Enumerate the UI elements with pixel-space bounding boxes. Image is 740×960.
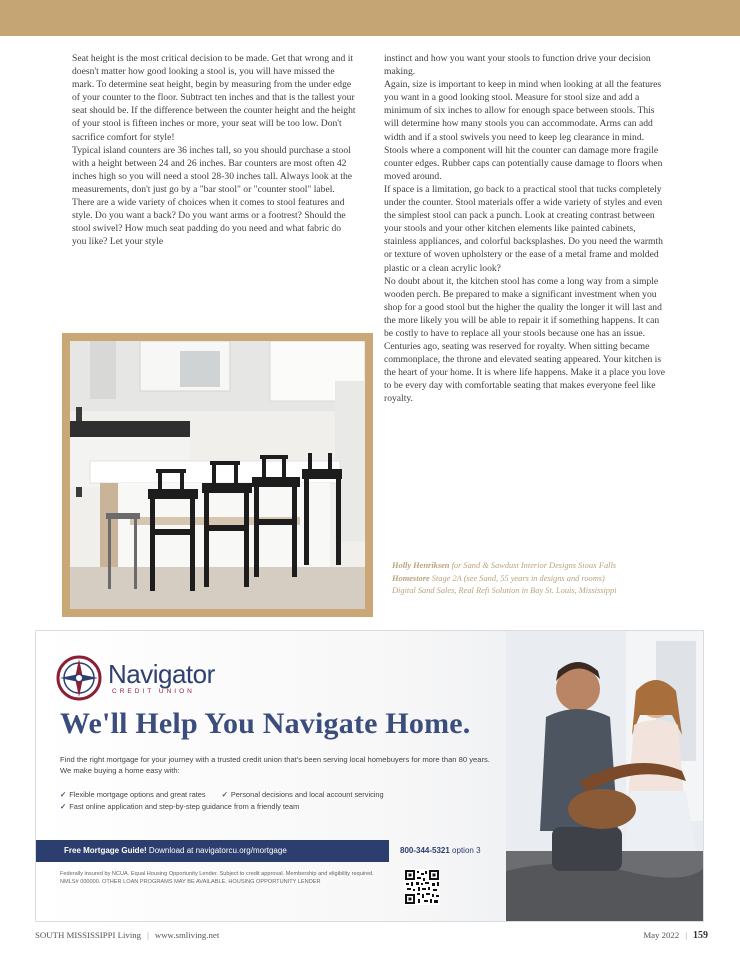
- paragraph: No doubt about it, the kitchen stool has come a long way from a simple wooden perch. Be prepared to make a significant investment when you shop for a good stool but the higher the quality the longer it will last and the more likely you will be able to repair it if something happens. It can be costly to have to replace all your stools because one has an issue.: [384, 275, 662, 339]
- mortgage-guide-link[interactable]: [36, 840, 389, 862]
- article-column-right: [384, 52, 668, 406]
- ad-headline: We'll Help You Navigate Home.: [60, 707, 471, 740]
- credit-line: [392, 573, 682, 586]
- paragraph: Again, size is important to keep in mind when looking at all the features you want in a good looking stool. Measure for stool size and add a minimum of six inches to allow for enough space between stools. This will determine how many stools you can accommodate. Arms can add width and if a stool swivels you need to keep leg clearance in mind. Stools where a component will hit the counter can damage more fragile counter edges. Rubber caps can potentially cause damage to floors when moved around.: [384, 79, 663, 182]
- publication-name: SOUTH MISSISSIPPI Living: [35, 930, 142, 940]
- paragraph: instinct and how you want your stools to function drive your decision making.: [384, 53, 651, 78]
- credit-text: for Sand & Sawdust Interior Designs Sioux Falls: [449, 561, 617, 570]
- family-photo: [506, 631, 704, 922]
- paragraph: Centuries ago, seating was reserved for royalty. When sitting became commonplace, the throne and elevated seating appeared. Your kitchen is the heart of your home. It is where life happens. Make it a place you love to be every day with comfortable seating that makes everyone feel like royalty.: [384, 341, 666, 405]
- check-row: [60, 801, 530, 813]
- article-column-left: [72, 52, 356, 248]
- top-accent-band: [0, 0, 740, 36]
- ad-fine-print: Federally insured by NCUA. Equal Housing Opportunity Lender. Subject to credit approval. Membership and eligibility required. NMLS# 000000. OTHER LOAN PROGRAMS MAY BE AVAILABLE. HOUSING OPPORTUNITY LENDER: [60, 871, 374, 885]
- feature-checklist: [60, 789, 530, 813]
- paragraph: If space is a limitation, go back to a practical stool that tucks completely under the counter. Stool materials offer a wide variety of styles and even the simplest stool can pack a punch. Look at creating contrast between your stools and your other kitchen elements like painted cabinets, stainless appliances, and colorful backsplashes. Do you need the warmth or texture of woven upholstery or the ease of a metal frame and molded plastic or a clean acrylic look?: [384, 183, 663, 274]
- designer-credit: [392, 560, 682, 598]
- kitchen-photo-frame: [62, 333, 373, 617]
- qr-code-icon[interactable]: [404, 869, 440, 905]
- check-item: [60, 789, 206, 801]
- phone-option: option 3: [449, 846, 481, 855]
- issue-date: May 2022: [643, 930, 680, 940]
- phone-number[interactable]: [400, 846, 481, 855]
- check-label: Fast online application and step-by-step guidance from a friendly team: [69, 802, 300, 811]
- check-icon: ✓: [60, 802, 67, 811]
- credit-line: [392, 585, 682, 598]
- check-icon: ✓: [221, 790, 228, 799]
- paragraph: There are a wide variety of choices when it comes to stool features and style. Do you want a back? Do you want arms or a footrest? Should the stool swivel? How much seat padding do you need and what fabric do you like? Let your style: [72, 197, 346, 248]
- check-item: [60, 801, 299, 813]
- compass-icon: [56, 655, 102, 701]
- check-label: Flexible mortgage options and great rates: [69, 790, 206, 799]
- check-icon: ✓: [60, 790, 67, 799]
- credit-text: Stage 2A (see Sand, 55 years in designs and rooms): [429, 573, 605, 583]
- page-number: 159: [693, 930, 708, 941]
- guide-label: Free Mortgage Guide!: [64, 846, 147, 855]
- navigator-ad[interactable]: [35, 630, 704, 922]
- check-label: Personal decisions and local account servicing: [230, 790, 384, 799]
- credit-name: Holly Henriksen: [392, 561, 450, 570]
- credit-name: Homestore: [392, 573, 430, 583]
- publication-website[interactable]: www.smliving.net: [154, 930, 220, 940]
- kitchen-island-photo: [70, 341, 365, 609]
- logo-subtitle: CREDIT UNION: [112, 687, 195, 695]
- paragraph: Typical island counters are 36 inches tall, so you should purchase a stool with a height between 24 and 26 inches. Bar counters are most often 42 inches high so you will need a stool 28-30 inches tall. Always look at the measurements, don't just go by a "bar stool" or "counter stool" label.: [72, 144, 353, 195]
- phone-digits: 800-344-5321: [400, 846, 450, 855]
- ad-body-text: Find the right mortgage for your journey with a trusted credit union that's been serving local homebuyers for more than 80 years. We make buying a home easy with:: [60, 755, 490, 775]
- navigator-logo: [56, 655, 215, 701]
- page-footer-right: May 2022 | 159: [643, 930, 708, 941]
- paragraph: Seat height is the most critical decision to be made. Get that wrong and it doesn't matter how good looking a stool is, you will have missed the mark. To determine seat height, begin by measuring from the under edge of your counter to the floor. Subtract ten inches and that is the tallest your seat should be. If the difference between the counter height and the height of your stool is fifteen inches or more, your seat will be too low. Don't sacrifice comfort for style!: [72, 53, 356, 143]
- credit-text: Digital Sand Sales, Real Refi Solution in Bay St. Louis, Mississippi: [392, 586, 617, 596]
- logo-name: Navigator: [108, 658, 215, 689]
- page-footer-left: SOUTH MISSISSIPPI Living | www.smliving.net: [35, 930, 220, 940]
- check-item: [222, 789, 384, 801]
- credit-line: [392, 560, 682, 573]
- guide-url: Download at navigatorcu.org/mortgage: [146, 846, 287, 855]
- check-row: [60, 789, 530, 801]
